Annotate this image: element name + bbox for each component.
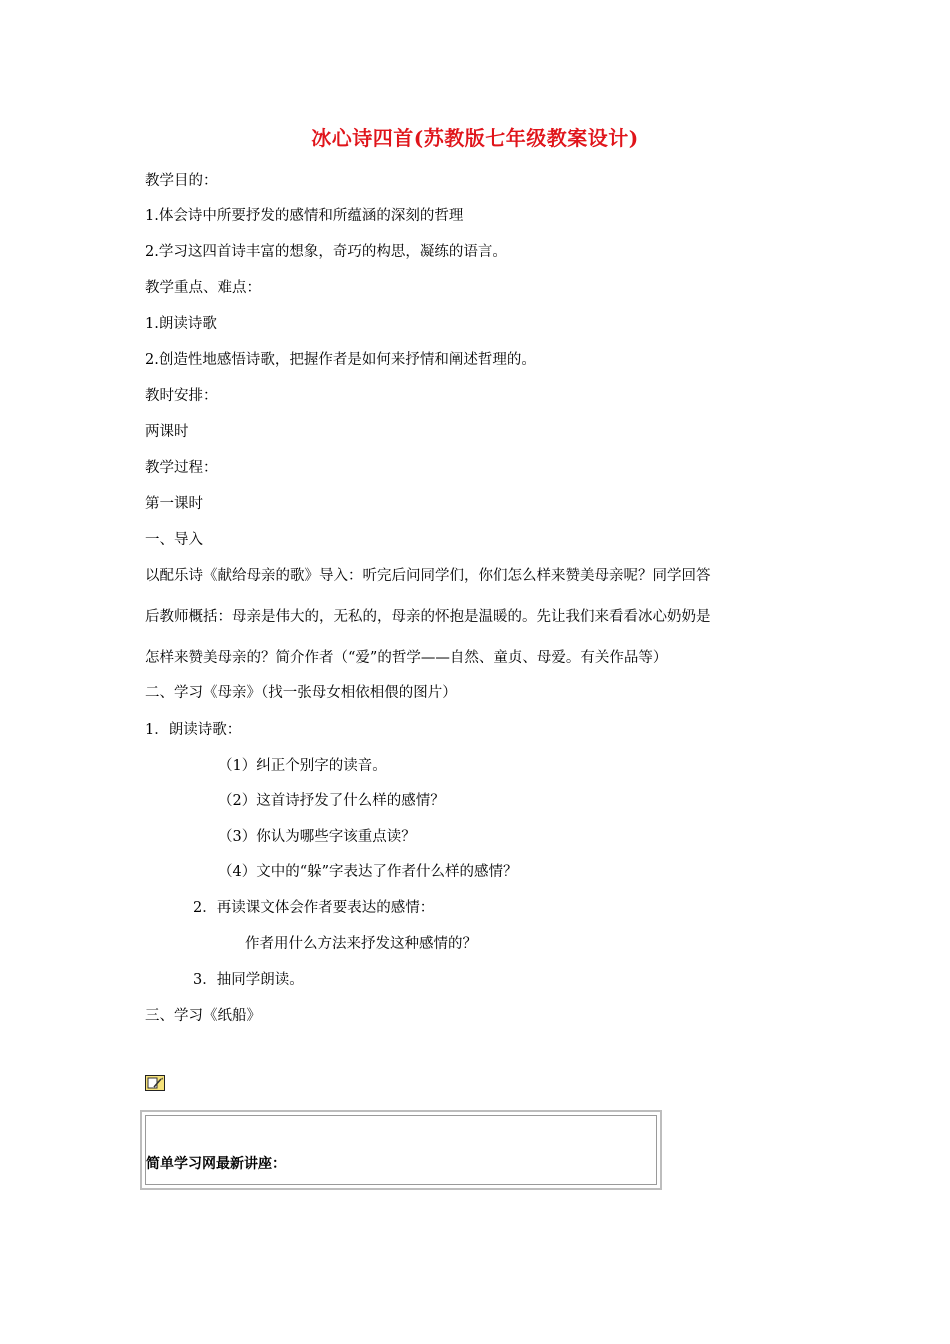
lecture-box: [140, 1110, 662, 1190]
text-line: 1．朗读诗歌：: [145, 722, 242, 738]
text-line: 2．再读课文体会作者要表达的感情：: [193, 900, 435, 916]
text-line: 2.创造性地感悟诗歌，把握作者是如何来抒情和阐述哲理的。: [145, 352, 536, 368]
text-line: 以配乐诗《献给母亲的歌》导入：听完后问同学们，你们怎么样来赞美母亲呢？同学回答: [145, 568, 711, 584]
text-line: 两课时: [145, 424, 189, 440]
lecture-box-label: 简单学习网最新讲座：: [146, 1156, 286, 1172]
text-line: （3）你认为哪些字该重点读？: [218, 829, 416, 845]
pencil-note-icon: [145, 1075, 165, 1091]
text-line: 一、导入: [145, 532, 203, 548]
text-line: （4）文中的“躲”字表达了作者什么样的感情？: [218, 864, 518, 880]
text-line: 第一课时: [145, 496, 203, 512]
text-line: 教时安排：: [145, 388, 218, 404]
text-line: 作者用什么方法来抒发这种感情的？: [245, 936, 477, 952]
text-line: 教学目的：: [145, 173, 218, 189]
text-line: 教学重点、难点：: [145, 280, 261, 296]
text-line: 三、学习《纸船》: [145, 1008, 261, 1024]
text-line: 1.体会诗中所要抒发的感情和所蕴涵的深刻的哲理: [145, 208, 464, 224]
text-line: （2）这首诗抒发了什么样的感情？: [218, 793, 445, 809]
text-line: 2.学习这四首诗丰富的想象，奇巧的构思，凝练的语言。: [145, 244, 507, 260]
text-line: （1）纠正个别字的读音。: [218, 758, 387, 774]
text-line: 教学过程：: [145, 460, 218, 476]
text-line: 怎样来赞美母亲的？简介作者（“爱”的哲学——自然、童贞、母爱。有关作品等）: [145, 650, 668, 666]
lecture-box-inner: [145, 1115, 657, 1185]
text-line: 二、学习《母亲》（找一张母女相依相偎的图片）: [145, 685, 457, 701]
text-line: 后教师概括：母亲是伟大的，无私的，母亲的怀抱是温暖的。先让我们来看看冰心奶奶是: [145, 609, 711, 625]
document-title: 冰心诗四首(苏教版七年级教案设计): [311, 126, 639, 150]
text-line: 3．抽同学朗读。: [193, 972, 304, 988]
text-line: 1.朗读诗歌: [145, 316, 217, 332]
